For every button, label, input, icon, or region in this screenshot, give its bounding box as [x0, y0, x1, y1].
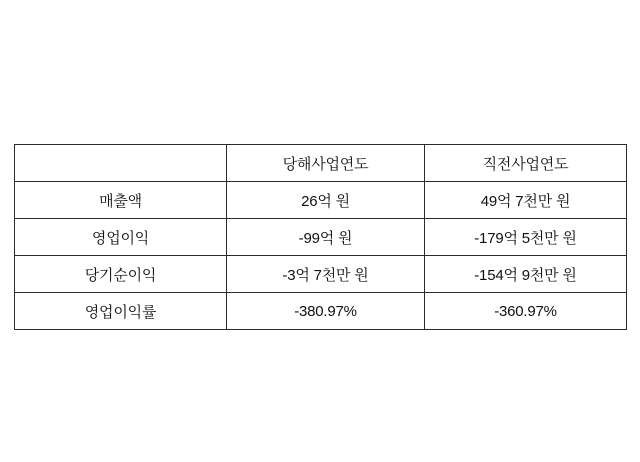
- table-row: [15, 293, 627, 330]
- row-label-revenue: 매출액: [15, 182, 227, 219]
- financial-table-wrapper: [14, 144, 626, 330]
- cell-operating-margin-current: -380.97%: [227, 293, 425, 330]
- row-label-operating-profit: 영업이익: [15, 219, 227, 256]
- cell-operating-margin-previous: -360.97%: [425, 293, 627, 330]
- financial-summary-table: [14, 144, 627, 330]
- cell-operating-profit-previous: -179억 5천만 원: [425, 219, 627, 256]
- column-header-previous-year: 직전사업연도: [425, 145, 627, 182]
- table-row: [15, 219, 627, 256]
- table-header: [15, 145, 627, 182]
- table-header-row: [15, 145, 627, 182]
- column-header-current-year: 당해사업연도: [227, 145, 425, 182]
- cell-net-income-previous: -154억 9천만 원: [425, 256, 627, 293]
- table-body: [15, 182, 627, 330]
- row-label-operating-margin: 영업이익률: [15, 293, 227, 330]
- row-label-net-income: 당기순이익: [15, 256, 227, 293]
- cell-net-income-current: -3억 7천만 원: [227, 256, 425, 293]
- cell-revenue-previous: 49억 7천만 원: [425, 182, 627, 219]
- cell-revenue-current: 26억 원: [227, 182, 425, 219]
- cell-operating-profit-current: -99억 원: [227, 219, 425, 256]
- table-row: [15, 256, 627, 293]
- table-row: [15, 182, 627, 219]
- table-corner-cell: [15, 145, 227, 182]
